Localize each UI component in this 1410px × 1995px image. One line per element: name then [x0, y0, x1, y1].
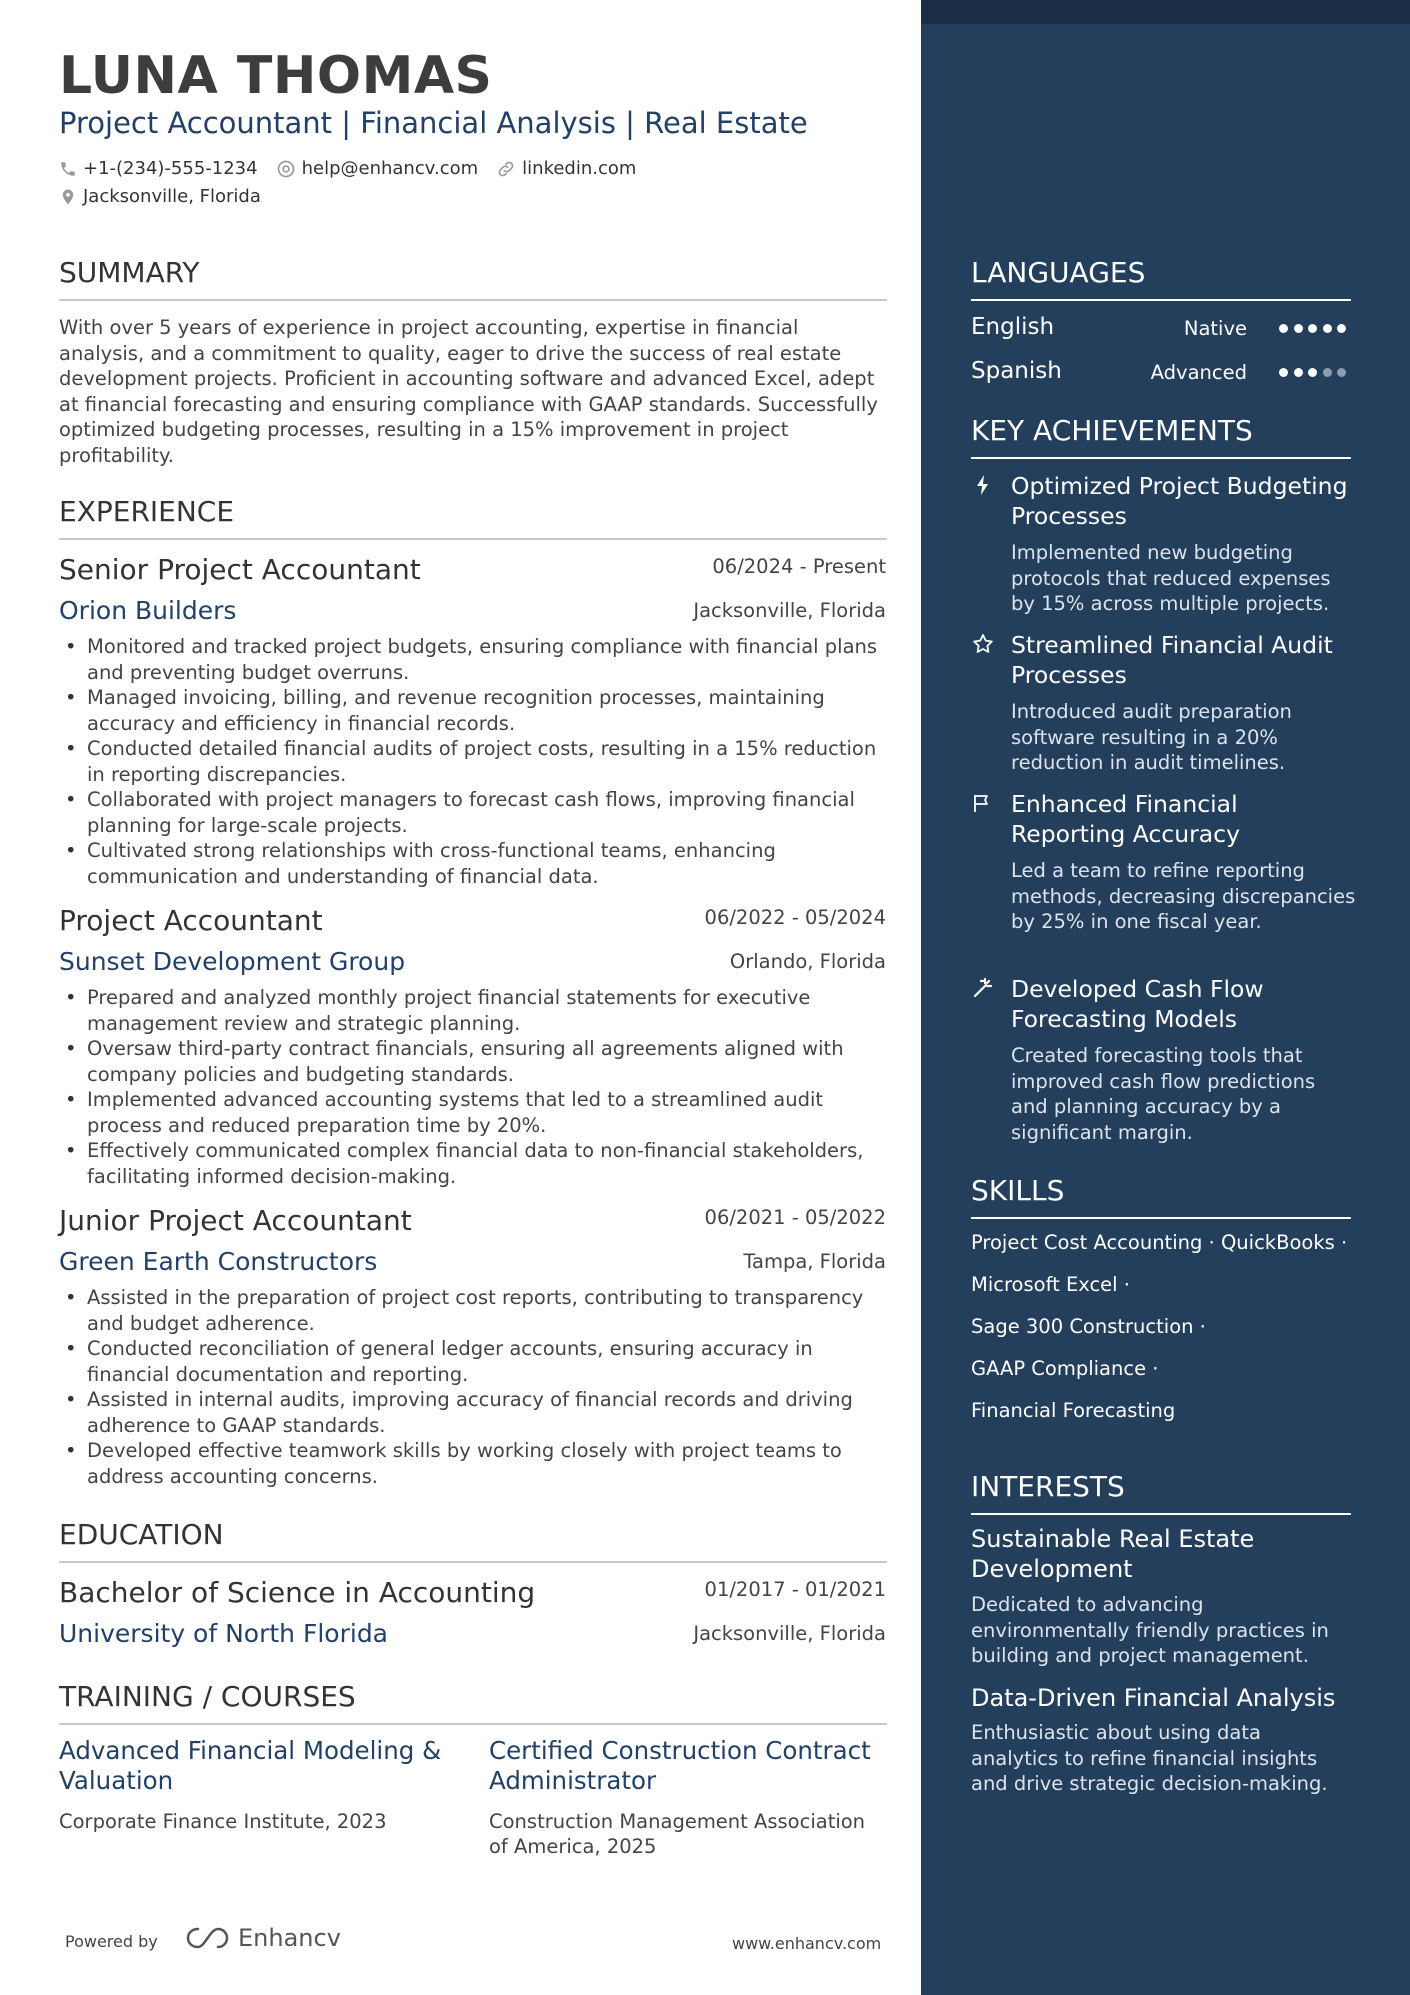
job-dates: 06/2024 - Present — [712, 555, 886, 578]
experience-heading: EXPERIENCE — [59, 495, 887, 540]
enhancv-brand-text: Enhancv — [238, 1924, 341, 1952]
language-rating — [1279, 324, 1352, 333]
interest-desc: Enthusiastic about using data analytics to refine financial insights and drive strategic decision-making. — [971, 1721, 1328, 1795]
link-icon — [496, 159, 516, 179]
job-bullets — [59, 985, 887, 1189]
achievement-title: Optimized Project Budgeting Processes — [1011, 472, 1348, 530]
powered-by-label: Powered by — [65, 1932, 158, 1951]
education-heading: EDUCATION — [59, 1518, 887, 1563]
interest-title: Sustainable Real Estate Development — [971, 1525, 1255, 1583]
language-rating — [1279, 368, 1352, 377]
contact-row — [59, 158, 654, 179]
job-location: Orlando, Florida — [729, 950, 886, 973]
language-level: Native — [1183, 317, 1247, 340]
job-title: Project Accountant — [59, 904, 323, 937]
summary-heading: SUMMARY — [59, 256, 887, 301]
enhancv-logo-icon — [184, 1925, 232, 1951]
course-title: Advanced Financial Modeling & Valuation — [59, 1736, 442, 1795]
location-pin-icon — [59, 187, 77, 207]
skills-heading: SKILLS — [971, 1174, 1351, 1219]
rating-dot-filled — [1323, 324, 1332, 333]
language-name: English — [971, 314, 1055, 340]
rating-dot-filled — [1294, 324, 1303, 333]
phone-text: +1-(234)-555-1234 — [83, 158, 258, 179]
location-text: Jacksonville, Florida — [83, 186, 261, 207]
list-item: • Assisted in internal audits, improving accuracy of financial records and driving adherence to GAAP standards. — [59, 1387, 887, 1438]
rating-dot-filled — [1337, 324, 1346, 333]
headline: Project Accountant | Financial Analysis | Real Estate — [59, 106, 808, 140]
linkedin-item[interactable] — [496, 158, 636, 179]
degree-title: Bachelor of Science in Accounting — [59, 1576, 536, 1609]
list-item: • Conducted detailed financial audits of project costs, resulting in a 15% reduction in reporting discrepancies. — [59, 736, 887, 787]
job-bullets — [59, 1285, 887, 1489]
skill-row: Sage 300 Construction · — [971, 1315, 1206, 1338]
list-item: • Managed invoicing, billing, and revenue recognition processes, maintaining accuracy and efficiency in financial records. — [59, 685, 887, 736]
bolt-icon — [971, 473, 995, 497]
rating-dot-filled — [1279, 324, 1288, 333]
job-title: Senior Project Accountant — [59, 553, 421, 586]
enhancv-logo[interactable] — [184, 1924, 341, 1952]
summary-text: With over 5 years of experience in project accounting, expertise in financial analysis, and a commitment to quality, eager to drive the success of real estate development projects. Proficient in accounting software and advanced Excel, adept at financial forecasting and ensuring compliance with GAAP standards. Successfully optimized budgeting processes, resulting in a 15% improvement in project profitability. — [59, 316, 878, 467]
rating-dot-filled — [1279, 368, 1288, 377]
education-dates: 01/2017 - 01/2021 — [704, 1578, 886, 1601]
job-title: Junior Project Accountant — [59, 1204, 412, 1237]
rating-dot-filled — [1308, 368, 1317, 377]
job-dates: 06/2022 - 05/2024 — [704, 906, 886, 929]
job-company: Sunset Development Group — [59, 947, 406, 976]
rating-dot-empty — [1323, 368, 1332, 377]
rating-dot-empty — [1337, 368, 1346, 377]
skill-row: Microsoft Excel · — [971, 1273, 1130, 1296]
linkedin-text: linkedin.com — [522, 158, 637, 179]
list-item: • Oversaw third-party contract financials, ensuring all agreements aligned with company policies and budgeting standards. — [59, 1036, 887, 1087]
location-row — [59, 186, 279, 207]
list-item: • Effectively communicated complex financial data to non-financial stakeholders, facilitating informed decision-making. — [59, 1138, 887, 1189]
languages-heading: LANGUAGES — [971, 256, 1351, 301]
list-item: • Prepared and analyzed monthly project financial statements for executive management review and strategic planning. — [59, 985, 887, 1036]
course-title: Certified Construction Contract Administrator — [489, 1736, 871, 1795]
list-item: • Implemented advanced accounting systems that led to a streamlined audit process and reduced preparation time by 20%. — [59, 1087, 887, 1138]
job-dates: 06/2021 - 05/2022 — [704, 1206, 886, 1229]
achievement-title: Enhanced Financial Reporting Accuracy — [1011, 790, 1240, 848]
school-location: Jacksonville, Florida — [693, 1622, 886, 1645]
phone-icon — [59, 160, 77, 178]
skill-row: GAAP Compliance · — [971, 1357, 1159, 1380]
sidebar-top-bar — [921, 0, 1410, 24]
job-company: Green Earth Constructors — [59, 1247, 378, 1276]
school-name: University of North Florida — [59, 1619, 389, 1648]
rating-dot-filled — [1308, 324, 1317, 333]
phone-item[interactable] — [59, 158, 258, 179]
course-provider: Construction Management Association of America, 2025 — [489, 1810, 866, 1858]
achievement-desc: Led a team to refine reporting methods, decreasing discrepancies by 25% in one fiscal year. — [1011, 859, 1356, 933]
achievement-title: Developed Cash Flow Forecasting Models — [1011, 975, 1264, 1033]
job-company: Orion Builders — [59, 596, 237, 625]
list-item: • Conducted reconciliation of general ledger accounts, ensuring accuracy in financial documentation and reporting. — [59, 1336, 887, 1387]
training-heading: TRAINING / COURSES — [59, 1680, 887, 1725]
list-item: • Cultivated strong relationships with cross-functional teams, enhancing communication and understanding of financial data. — [59, 838, 887, 889]
skill-row: Project Cost Accounting · QuickBooks · — [971, 1231, 1348, 1254]
job-location: Tampa, Florida — [743, 1250, 886, 1273]
interest-title: Data-Driven Financial Analysis — [971, 1684, 1336, 1712]
rating-dot-filled — [1294, 368, 1303, 377]
job-bullets — [59, 634, 887, 889]
list-item: • Developed effective teamwork skills by working closely with project teams to address accounting concerns. — [59, 1438, 887, 1489]
footer-url[interactable]: www.enhancv.com — [732, 1934, 882, 1953]
language-level: Advanced — [1150, 361, 1247, 384]
achievements-heading: KEY ACHIEVEMENTS — [971, 414, 1351, 459]
email-text: help@enhancv.com — [301, 158, 479, 179]
flag-icon — [971, 791, 995, 815]
achievement-title: Streamlined Financial Audit Processes — [1011, 631, 1333, 689]
interests-heading: INTERESTS — [971, 1470, 1351, 1515]
magic-wand-icon — [971, 976, 995, 1000]
achievement-desc: Introduced audit preparation software resulting in a 20% reduction in audit timelines. — [1011, 700, 1292, 774]
interest-desc: Dedicated to advancing environmentally friendly practices in building and project management. — [971, 1593, 1329, 1667]
list-item: • Monitored and tracked project budgets, ensuring compliance with financial plans and preventing budget overruns. — [59, 634, 887, 685]
skill-row: Financial Forecasting — [971, 1399, 1176, 1422]
achievement-desc: Implemented new budgeting protocols that reduced expenses by 15% across multiple projects. — [1011, 541, 1331, 615]
job-location: Jacksonville, Florida — [693, 599, 886, 622]
star-icon — [971, 632, 995, 656]
course-provider: Corporate Finance Institute, 2023 — [59, 1810, 387, 1833]
candidate-name: LUNA THOMAS — [59, 46, 493, 106]
language-name: Spanish — [971, 358, 1062, 384]
achievement-desc: Created forecasting tools that improved cash flow predictions and planning accuracy by a significant margin. — [1011, 1044, 1316, 1144]
list-item: • Assisted in the preparation of project cost reports, contributing to transparency and budget adherence. — [59, 1285, 887, 1336]
list-item: • Collaborated with project managers to forecast cash flows, improving financial planning for large-scale projects. — [59, 787, 887, 838]
at-icon — [276, 159, 296, 179]
email-item[interactable] — [276, 158, 479, 179]
location-item — [59, 186, 261, 207]
